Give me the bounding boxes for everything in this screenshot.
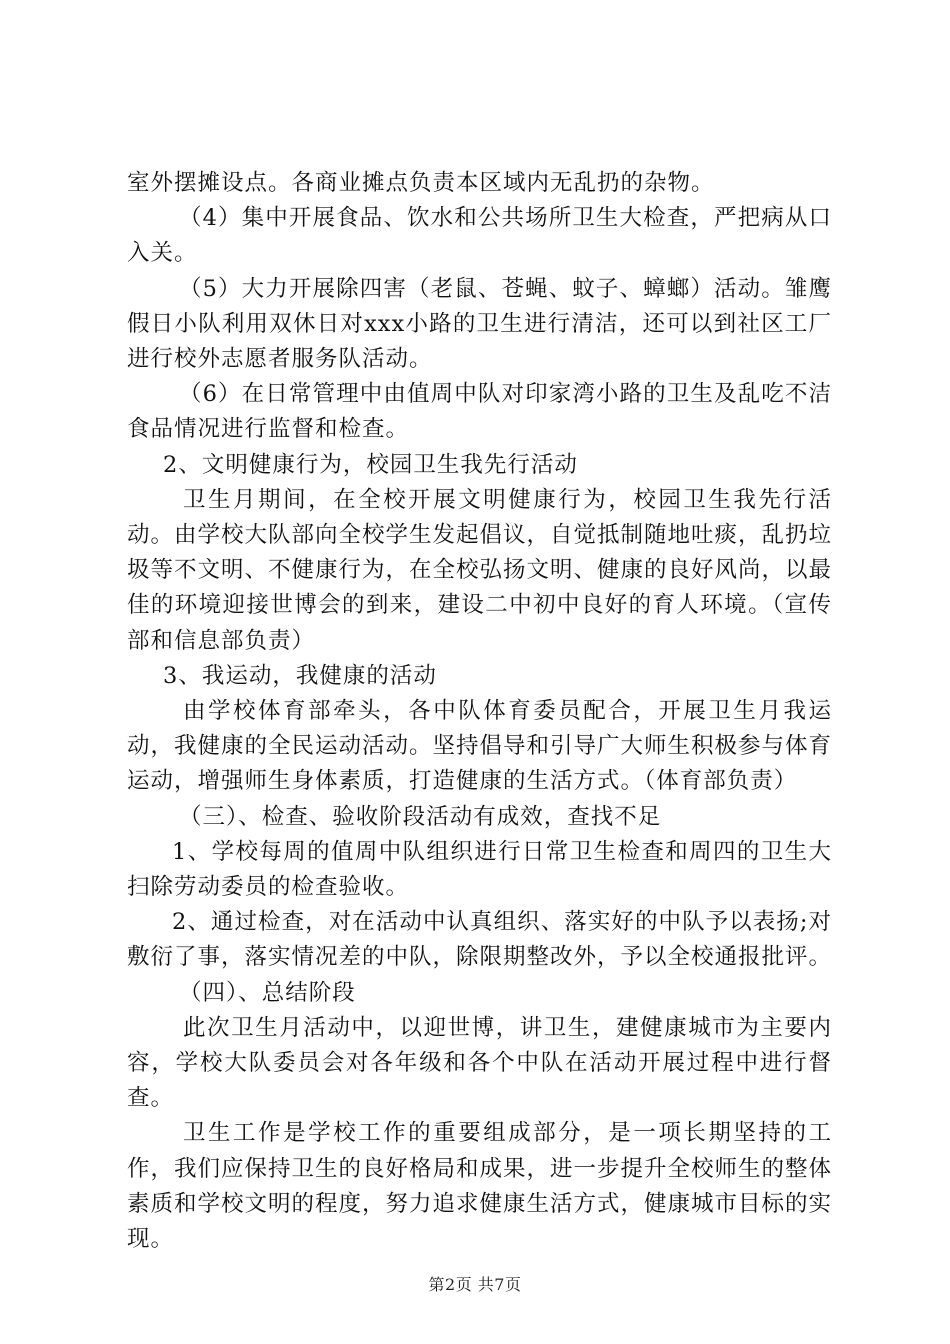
document-body (127, 166, 832, 1257)
paragraph-continuation: 室外摆摊设点。各商业摊点负责本区域内无乱扔的杂物。 (127, 170, 715, 196)
section-heading-stage-3: （三）、检查、验收阶段活动有成效，查找不足 (179, 803, 662, 830)
section-heading-2: 2、文明健康行为，校园卫生我先行活动 (163, 451, 578, 478)
paragraph-summary-1: 此次卫生月活动中，以迎世博，讲卫生，建健康城市为主要内容，学校大队委员会对各年级和各个中队在活动开展过程中进行督查。 (127, 1014, 832, 1112)
paragraph-check-1: 1、学校每周的值周中队组织进行日常卫生检查和周四的卫生大扫除劳动委员的检查验收。 (127, 838, 832, 901)
page-number: 第2页 共7页 (428, 1275, 522, 1294)
paragraph-item-4: （4）集中开展食品、饮水和公共场所卫生大检查，严把病从口入关。 (127, 205, 832, 267)
paragraph-item-5: （5）大力开展除四害（老鼠、苍蝇、蚊子、蟑螂）活动。雏鹰假日小队利用双休日对xxx小路的卫生进行清洁，还可以到社区工厂进行校外志愿者服务队活动。 (127, 275, 832, 373)
paragraph-summary-2: 卫生工作是学校工作的重要组成部分，是一项长期坚持的工作，我们应保持卫生的良好格局和成果，进一步提升全校师生的整体素质和学校文明的程度，努力追求健康生活方式，健康城市目标的实现。 (127, 1120, 833, 1253)
section-heading-stage-4: （四）、总结阶段 (179, 979, 356, 1006)
section-heading-3: 3、我运动，我健康的活动 (163, 662, 437, 689)
paragraph-section-2-body: 卫生月期间，在全校开展文明健康行为，校园卫生我先行活动。由学校大队部向全校学生发起倡议，自觉抵制随地吐痰，乱扔垃圾等不文明、不健康行为，在全校弘扬文明、健康的良好风尚，以最佳的环境迎接世博会的到来，建设二中初中良好的育人环境。（宣传部和信息部负责） (127, 486, 833, 654)
paragraph-item-6: （6）在日常管理中由值周中队对印家湾小路的卫生及乱吃不洁食品情况进行监督和检查。 (127, 381, 832, 443)
paragraph-check-2: 2、通过检查，对在活动中认真组织、落实好的中队予以表扬;对敷衍了事，落实情况差的中队，除限期整改外，予以全校通报批评。 (127, 909, 833, 971)
paragraph-section-3-body: 由学校体育部牵头，各中队体育委员配合，开展卫生月我运动，我健康的全民运动活动。坚持倡导和引导广大师生积极参与体育运动，增强师生身体素质，打造健康的生活方式。（体育部负责） (127, 698, 833, 795)
